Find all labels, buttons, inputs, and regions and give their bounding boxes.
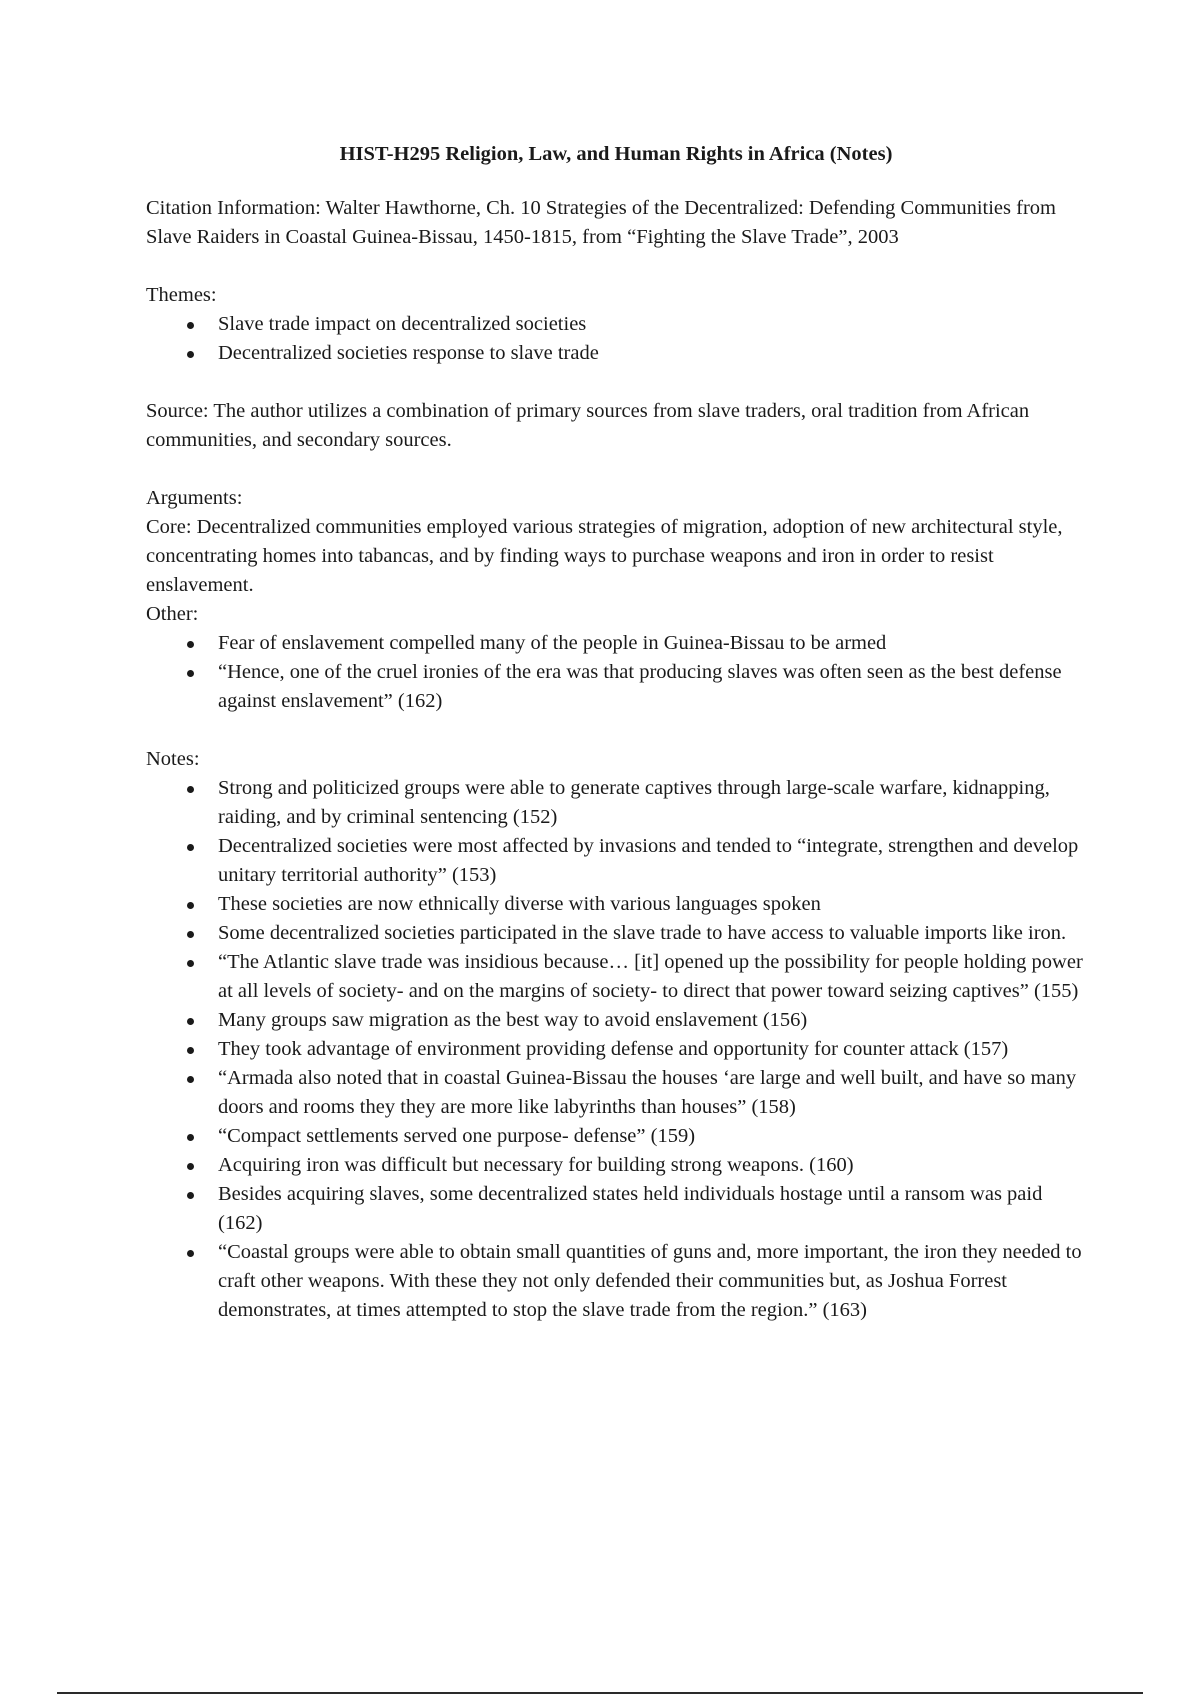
list-item: Some decentralized societies participated in the slave trade to have access to valuable imports like iron.: [218, 919, 1086, 948]
notes-list: [146, 774, 1086, 1325]
list-item: “Hence, one of the cruel ironies of the era was that producing slaves was often seen as the best defense against enslavement” (162): [218, 658, 1086, 716]
document-page: [146, 140, 1086, 1325]
list-item: Besides acquiring slaves, some decentralized states held individuals hostage until a ransom was paid (162): [218, 1180, 1086, 1238]
notes-heading: Notes:: [146, 748, 200, 770]
other-heading: Other:: [146, 603, 199, 625]
themes-heading: Themes:: [146, 284, 217, 306]
list-item: Many groups saw migration as the best way to avoid enslavement (156): [218, 1006, 1086, 1035]
source-text: Source: The author utilizes a combination of primary sources from slave traders, oral tradition from African communities, and secondary sources.: [146, 400, 1030, 451]
core-argument-text: Core: Decentralized communities employed various strategies of migration, adoption of new architectural style, concentrating homes into tabancas, and by finding ways to purchase weapons and iron in order to resist enslavement.: [146, 516, 1063, 596]
list-item: “Compact settlements served one purpose- defense” (159): [218, 1122, 1086, 1151]
list-item: Fear of enslavement compelled many of the people in Guinea-Bissau to be armed: [218, 629, 1086, 658]
themes-list: [146, 310, 1086, 368]
citation-text: Citation Information: Walter Hawthorne, Ch. 10 Strategies of the Decentralized: Defending Communities from Slave Raiders in Coastal Guinea-Bissau, 1450-1815, from “Fighting the Slave Trade”, 2003: [146, 197, 1056, 248]
list-item: “Coastal groups were able to obtain small quantities of guns and, more important, the iron they needed to craft other weapons. With these they not only defended their communities but, as Joshua Forrest demonstrates, at times attempted to stop the slave trade from the region.” (163): [218, 1238, 1086, 1325]
page-bottom-divider: [57, 1692, 1143, 1694]
list-item: “The Atlantic slave trade was insidious because… [it] opened up the possibility for people holding power at all levels of society- and on the margins of society- to direct that power toward seizing captives” (155): [218, 948, 1086, 1006]
list-item: Slave trade impact on decentralized societies: [218, 310, 1086, 339]
list-item: Acquiring iron was difficult but necessary for building strong weapons. (160): [218, 1151, 1086, 1180]
other-arguments-list: [146, 629, 1086, 716]
arguments-heading: Arguments:: [146, 487, 243, 509]
list-item: These societies are now ethnically diverse with various languages spoken: [218, 890, 1086, 919]
list-item: Decentralized societies were most affected by invasions and tended to “integrate, strengthen and develop unitary territorial authority” (153): [218, 832, 1086, 890]
list-item: They took advantage of environment providing defense and opportunity for counter attack (157): [218, 1035, 1086, 1064]
list-item: Strong and politicized groups were able to generate captives through large-scale warfare, kidnapping, raiding, and by criminal sentencing (152): [218, 774, 1086, 832]
list-item: Decentralized societies response to slave trade: [218, 339, 1086, 368]
list-item: “Armada also noted that in coastal Guinea-Bissau the houses ‘are large and well built, and have so many doors and rooms they they are more like labyrinths than houses” (158): [218, 1064, 1086, 1122]
document-title: HIST-H295 Religion, Law, and Human Rights in Africa (Notes): [339, 143, 893, 165]
